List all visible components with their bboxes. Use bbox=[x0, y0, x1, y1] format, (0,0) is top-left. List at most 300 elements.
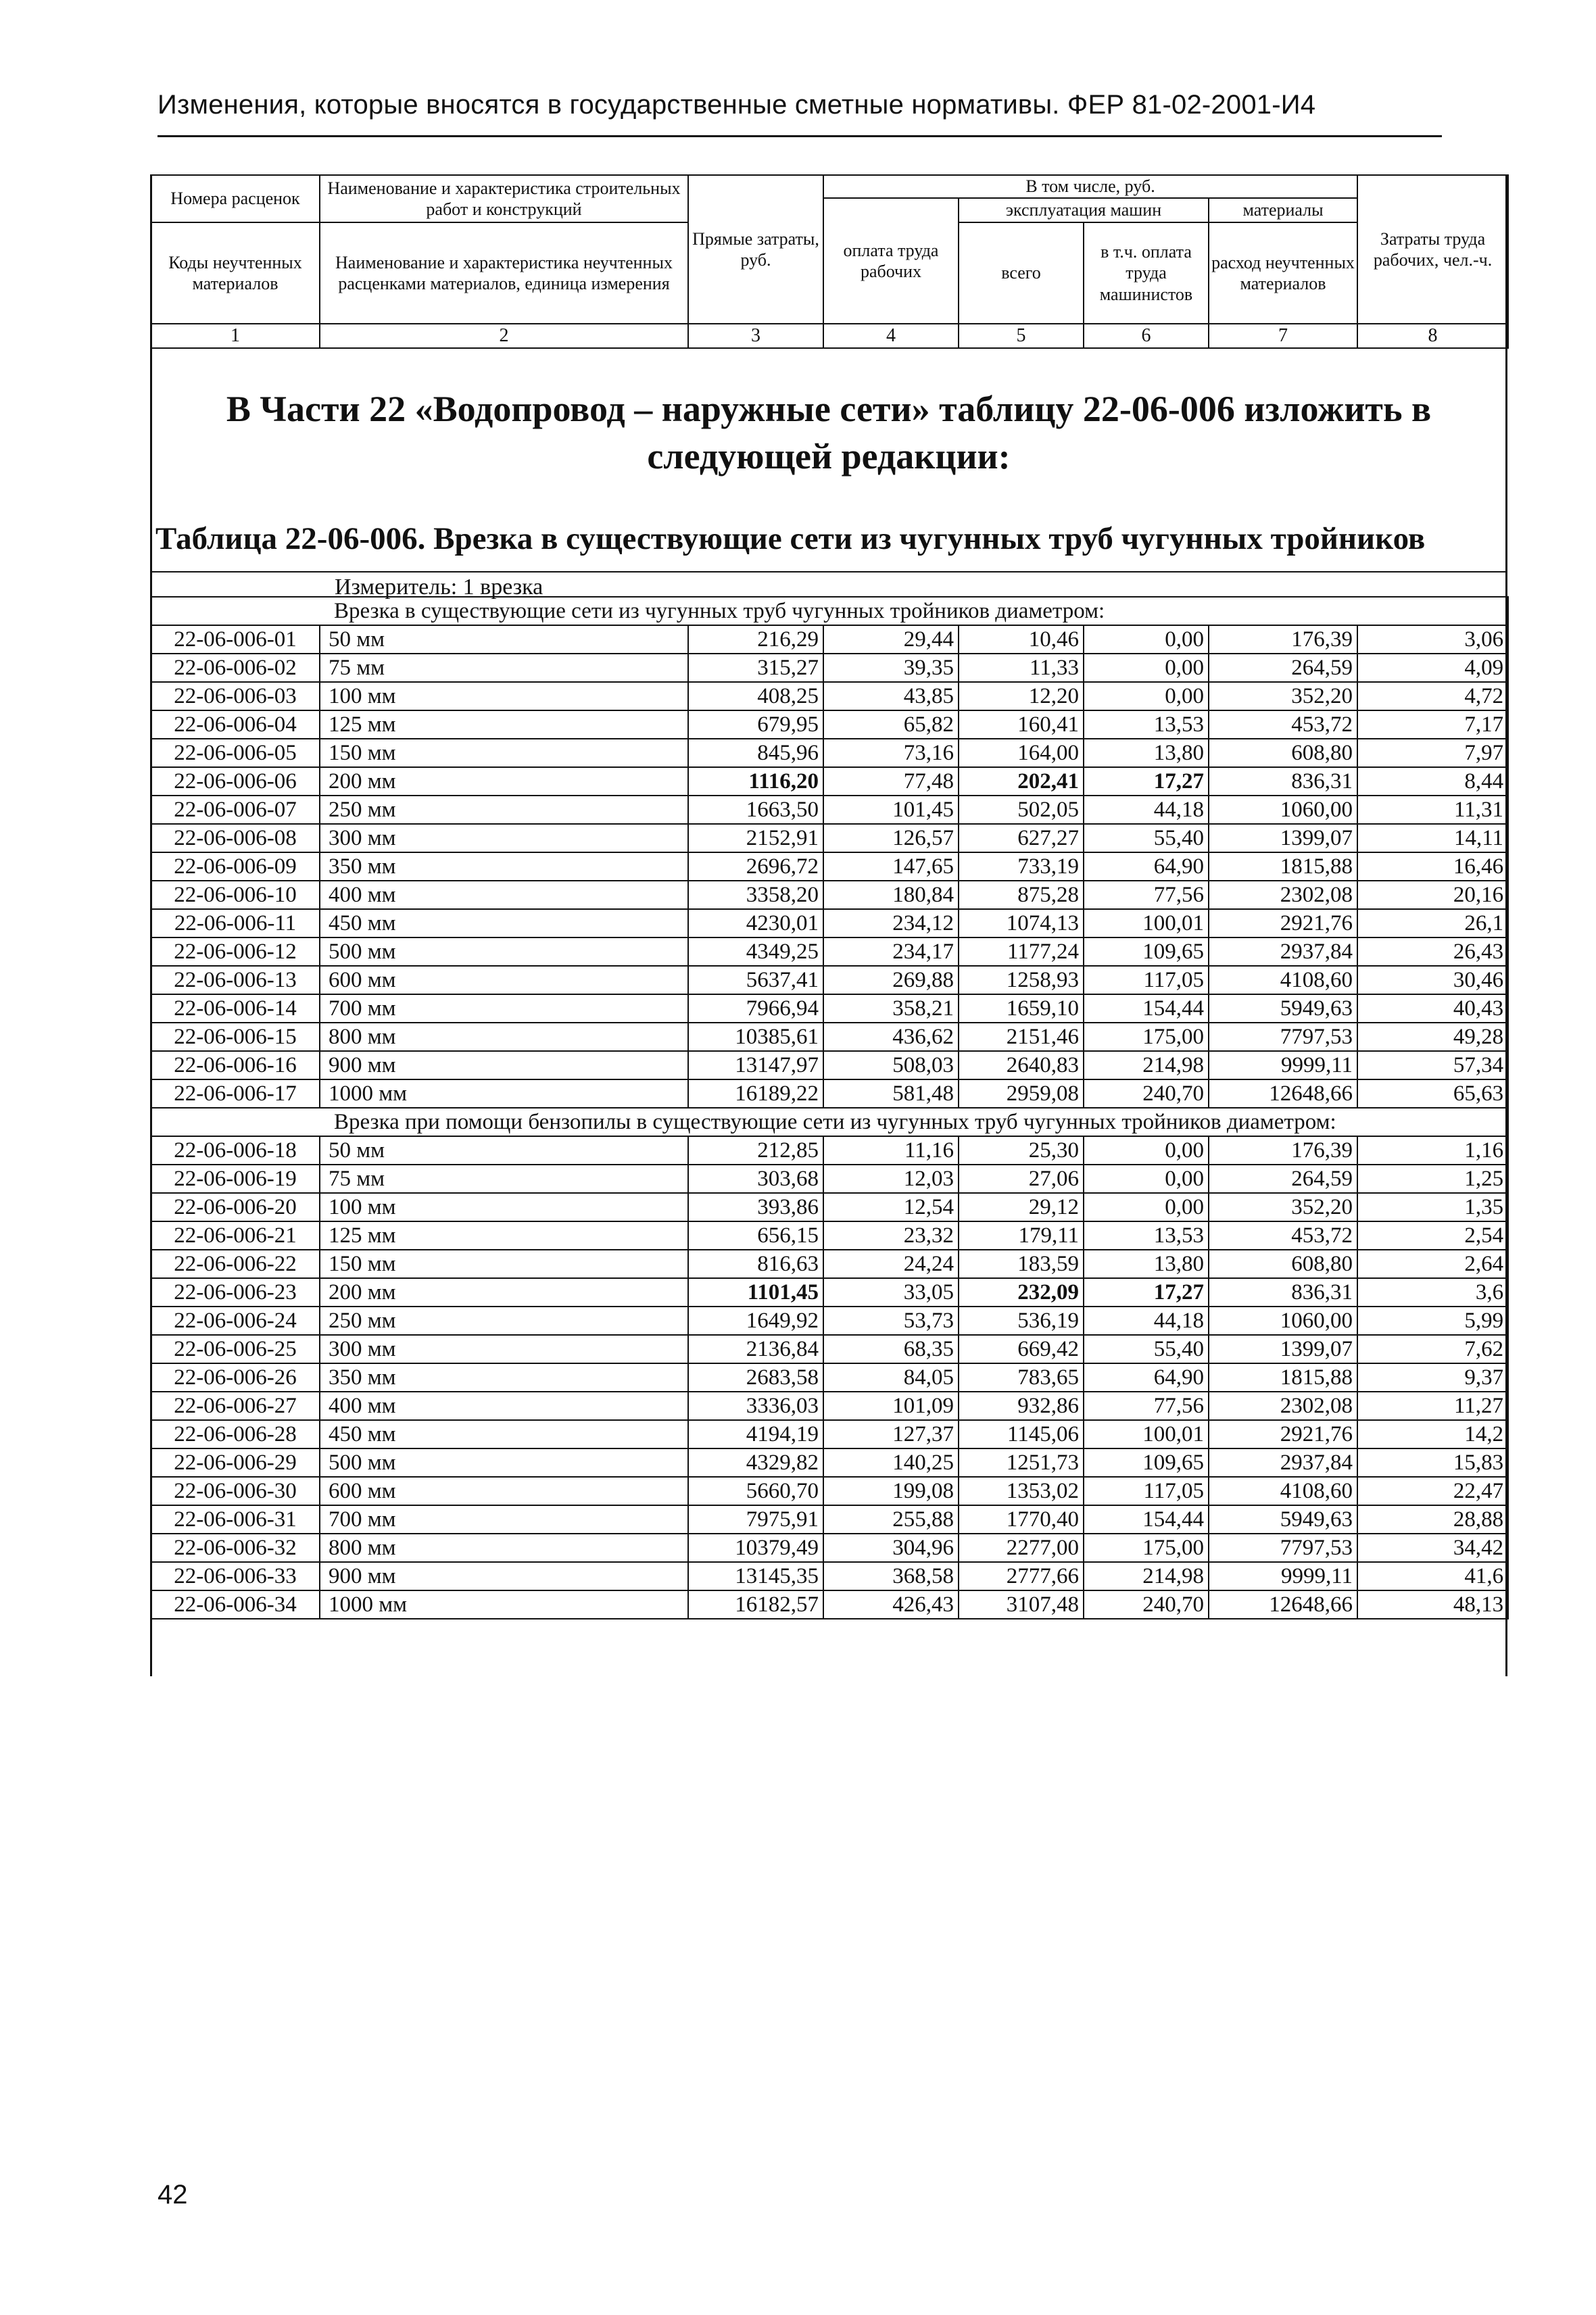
material-consumption: 2302,08 bbox=[1209, 881, 1357, 909]
table-row bbox=[151, 739, 1508, 767]
rate-code: 22-06-006-20 bbox=[151, 1193, 320, 1221]
machines-total: 1258,93 bbox=[959, 966, 1084, 994]
worker-pay: 73,16 bbox=[823, 739, 959, 767]
labor-costs: 41,6 bbox=[1357, 1562, 1508, 1590]
material-consumption: 9999,11 bbox=[1209, 1562, 1357, 1590]
machinist-pay: 0,00 bbox=[1084, 654, 1209, 682]
machines-total: 627,27 bbox=[959, 824, 1084, 852]
labor-costs: 34,42 bbox=[1357, 1534, 1508, 1562]
machines-total: 183,59 bbox=[959, 1250, 1084, 1278]
machines-total: 12,20 bbox=[959, 682, 1084, 710]
worker-pay: 68,35 bbox=[823, 1335, 959, 1363]
rates-table-body bbox=[151, 597, 1508, 1619]
diameter: 100 мм bbox=[320, 682, 688, 710]
machinist-pay: 0,00 bbox=[1084, 1136, 1209, 1165]
labor-costs: 30,46 bbox=[1357, 966, 1508, 994]
machinist-pay: 0,00 bbox=[1084, 682, 1209, 710]
header-materials: материалы bbox=[1209, 198, 1357, 222]
diameter: 700 мм bbox=[320, 1505, 688, 1534]
direct-costs: 16182,57 bbox=[688, 1590, 823, 1619]
header-material-consumption: расход неучтенных материалов bbox=[1209, 222, 1357, 324]
worker-pay: 180,84 bbox=[823, 881, 959, 909]
material-consumption: 7797,53 bbox=[1209, 1023, 1357, 1051]
rate-code: 22-06-006-27 bbox=[151, 1392, 320, 1420]
material-consumption: 12648,66 bbox=[1209, 1590, 1357, 1619]
material-consumption: 4108,60 bbox=[1209, 1477, 1357, 1505]
rate-code: 22-06-006-03 bbox=[151, 682, 320, 710]
diameter: 50 мм bbox=[320, 625, 688, 654]
header-machinist-pay: в т.ч. оплата труда машинистов bbox=[1084, 222, 1209, 324]
table-row bbox=[151, 1477, 1508, 1505]
machinist-pay: 77,56 bbox=[1084, 881, 1209, 909]
group-title-row bbox=[151, 597, 1508, 625]
labor-costs: 11,31 bbox=[1357, 796, 1508, 824]
table-row bbox=[151, 1079, 1508, 1108]
worker-pay: 368,58 bbox=[823, 1562, 959, 1590]
direct-costs: 7975,91 bbox=[688, 1505, 823, 1534]
worker-pay: 234,17 bbox=[823, 937, 959, 966]
labor-costs: 28,88 bbox=[1357, 1505, 1508, 1534]
diameter: 50 мм bbox=[320, 1136, 688, 1165]
direct-costs: 10379,49 bbox=[688, 1534, 823, 1562]
labor-costs: 20,16 bbox=[1357, 881, 1508, 909]
labor-costs: 65,63 bbox=[1357, 1079, 1508, 1108]
table-row bbox=[151, 1250, 1508, 1278]
table-row bbox=[151, 1335, 1508, 1363]
header-machines-total: всего bbox=[959, 222, 1084, 324]
column-number: 5 bbox=[959, 324, 1084, 348]
material-consumption: 264,59 bbox=[1209, 1165, 1357, 1193]
material-consumption: 2921,76 bbox=[1209, 1420, 1357, 1448]
rate-code: 22-06-006-26 bbox=[151, 1363, 320, 1392]
worker-pay: 12,03 bbox=[823, 1165, 959, 1193]
material-consumption: 5949,63 bbox=[1209, 994, 1357, 1023]
material-consumption: 453,72 bbox=[1209, 710, 1357, 739]
direct-costs: 408,25 bbox=[688, 682, 823, 710]
machines-total: 2959,08 bbox=[959, 1079, 1084, 1108]
labor-costs: 26,1 bbox=[1357, 909, 1508, 937]
worker-pay: 12,54 bbox=[823, 1193, 959, 1221]
direct-costs: 3358,20 bbox=[688, 881, 823, 909]
material-consumption: 2937,84 bbox=[1209, 937, 1357, 966]
labor-costs: 14,11 bbox=[1357, 824, 1508, 852]
table-row bbox=[151, 1051, 1508, 1079]
table-row bbox=[151, 654, 1508, 682]
material-consumption: 608,80 bbox=[1209, 1250, 1357, 1278]
worker-pay: 147,65 bbox=[823, 852, 959, 881]
rate-code: 22-06-006-30 bbox=[151, 1477, 320, 1505]
diameter: 250 мм bbox=[320, 796, 688, 824]
rate-code: 22-06-006-04 bbox=[151, 710, 320, 739]
direct-costs: 16189,22 bbox=[688, 1079, 823, 1108]
labor-costs: 57,34 bbox=[1357, 1051, 1508, 1079]
direct-costs: 656,15 bbox=[688, 1221, 823, 1250]
machines-total: 11,33 bbox=[959, 654, 1084, 682]
material-consumption: 9999,11 bbox=[1209, 1051, 1357, 1079]
diameter: 125 мм bbox=[320, 710, 688, 739]
direct-costs: 13147,97 bbox=[688, 1051, 823, 1079]
material-consumption: 5949,63 bbox=[1209, 1505, 1357, 1534]
worker-pay: 127,37 bbox=[823, 1420, 959, 1448]
direct-costs: 4349,25 bbox=[688, 937, 823, 966]
table-row bbox=[151, 796, 1508, 824]
rate-code: 22-06-006-32 bbox=[151, 1534, 320, 1562]
material-consumption: 836,31 bbox=[1209, 1278, 1357, 1307]
rate-code: 22-06-006-10 bbox=[151, 881, 320, 909]
machines-total: 25,30 bbox=[959, 1136, 1084, 1165]
header-codes-bottom: Коды неучтенных материалов bbox=[151, 222, 320, 324]
rate-code: 22-06-006-13 bbox=[151, 966, 320, 994]
machines-total: 1251,73 bbox=[959, 1448, 1084, 1477]
direct-costs: 303,68 bbox=[688, 1165, 823, 1193]
machinist-pay: 0,00 bbox=[1084, 1165, 1209, 1193]
header-including: В том числе, руб. bbox=[823, 175, 1357, 198]
table-row bbox=[151, 682, 1508, 710]
worker-pay: 11,16 bbox=[823, 1136, 959, 1165]
header-rule bbox=[158, 135, 1442, 137]
rates-table bbox=[150, 596, 1509, 1619]
machines-total: 536,19 bbox=[959, 1307, 1084, 1335]
direct-costs: 4194,19 bbox=[688, 1420, 823, 1448]
table-row bbox=[151, 1165, 1508, 1193]
material-consumption: 1060,00 bbox=[1209, 796, 1357, 824]
column-header-table bbox=[150, 174, 1509, 349]
diameter: 600 мм bbox=[320, 1477, 688, 1505]
labor-costs: 8,44 bbox=[1357, 767, 1508, 796]
column-number: 7 bbox=[1209, 324, 1357, 348]
table-row bbox=[151, 1420, 1508, 1448]
machines-total: 932,86 bbox=[959, 1392, 1084, 1420]
direct-costs: 2683,58 bbox=[688, 1363, 823, 1392]
table-row bbox=[151, 881, 1508, 909]
machines-total: 179,11 bbox=[959, 1221, 1084, 1250]
diameter: 1000 мм bbox=[320, 1590, 688, 1619]
material-consumption: 2302,08 bbox=[1209, 1392, 1357, 1420]
diameter: 200 мм bbox=[320, 1278, 688, 1307]
labor-costs: 4,09 bbox=[1357, 654, 1508, 682]
rate-code: 22-06-006-02 bbox=[151, 654, 320, 682]
rate-code: 22-06-006-33 bbox=[151, 1562, 320, 1590]
group-title: Врезка при помощи бензопилы в существующие сети из чугунных труб чугунных тройников диаметром: bbox=[151, 1108, 1508, 1136]
machinist-pay: 55,40 bbox=[1084, 824, 1209, 852]
direct-costs: 4329,82 bbox=[688, 1448, 823, 1477]
worker-pay: 199,08 bbox=[823, 1477, 959, 1505]
table-row bbox=[151, 1221, 1508, 1250]
machinist-pay: 44,18 bbox=[1084, 1307, 1209, 1335]
table-row bbox=[151, 1023, 1508, 1051]
diameter: 900 мм bbox=[320, 1051, 688, 1079]
material-consumption: 608,80 bbox=[1209, 739, 1357, 767]
diameter: 150 мм bbox=[320, 739, 688, 767]
machines-total: 2777,66 bbox=[959, 1562, 1084, 1590]
machines-total: 232,09 bbox=[959, 1278, 1084, 1307]
diameter: 800 мм bbox=[320, 1023, 688, 1051]
worker-pay: 426,43 bbox=[823, 1590, 959, 1619]
machines-total: 2151,46 bbox=[959, 1023, 1084, 1051]
worker-pay: 269,88 bbox=[823, 966, 959, 994]
diameter: 300 мм bbox=[320, 824, 688, 852]
material-consumption: 352,20 bbox=[1209, 1193, 1357, 1221]
machinist-pay: 154,44 bbox=[1084, 994, 1209, 1023]
direct-costs: 212,85 bbox=[688, 1136, 823, 1165]
diameter: 150 мм bbox=[320, 1250, 688, 1278]
rate-code: 22-06-006-08 bbox=[151, 824, 320, 852]
machinist-pay: 100,01 bbox=[1084, 909, 1209, 937]
table-row bbox=[151, 909, 1508, 937]
labor-costs: 5,99 bbox=[1357, 1307, 1508, 1335]
rate-code: 22-06-006-31 bbox=[151, 1505, 320, 1534]
direct-costs: 5637,41 bbox=[688, 966, 823, 994]
machines-total: 3107,48 bbox=[959, 1590, 1084, 1619]
machinist-pay: 64,90 bbox=[1084, 852, 1209, 881]
diameter: 125 мм bbox=[320, 1221, 688, 1250]
worker-pay: 140,25 bbox=[823, 1448, 959, 1477]
labor-costs: 3,6 bbox=[1357, 1278, 1508, 1307]
direct-costs: 1101,45 bbox=[688, 1278, 823, 1307]
direct-costs: 216,29 bbox=[688, 625, 823, 654]
column-number: 1 bbox=[151, 324, 320, 348]
machines-total: 1074,13 bbox=[959, 909, 1084, 937]
labor-costs: 26,43 bbox=[1357, 937, 1508, 966]
worker-pay: 23,32 bbox=[823, 1221, 959, 1250]
labor-costs: 16,46 bbox=[1357, 852, 1508, 881]
header-labor-costs: Затраты труда рабочих, чел.-ч. bbox=[1357, 175, 1508, 324]
labor-costs: 40,43 bbox=[1357, 994, 1508, 1023]
header-name-bottom: Наименование и характеристика неучтенных расценками материалов, единица измерения bbox=[320, 222, 688, 324]
machines-total: 160,41 bbox=[959, 710, 1084, 739]
machinist-pay: 117,05 bbox=[1084, 1477, 1209, 1505]
diameter: 1000 мм bbox=[320, 1079, 688, 1108]
worker-pay: 358,21 bbox=[823, 994, 959, 1023]
material-consumption: 176,39 bbox=[1209, 1136, 1357, 1165]
machines-total: 27,06 bbox=[959, 1165, 1084, 1193]
table-row bbox=[151, 1392, 1508, 1420]
table-row bbox=[151, 1193, 1508, 1221]
direct-costs: 393,86 bbox=[688, 1193, 823, 1221]
worker-pay: 101,45 bbox=[823, 796, 959, 824]
machinist-pay: 77,56 bbox=[1084, 1392, 1209, 1420]
labor-costs: 2,54 bbox=[1357, 1221, 1508, 1250]
running-header: Изменения, которые вносятся в государственные сметные нормативы. ФЕР 81-02-2001-И4 bbox=[158, 90, 1316, 120]
machinist-pay: 13,80 bbox=[1084, 739, 1209, 767]
table-row bbox=[151, 1136, 1508, 1165]
diameter: 75 мм bbox=[320, 1165, 688, 1193]
worker-pay: 84,05 bbox=[823, 1363, 959, 1392]
machinist-pay: 214,98 bbox=[1084, 1051, 1209, 1079]
rate-code: 22-06-006-24 bbox=[151, 1307, 320, 1335]
material-consumption: 264,59 bbox=[1209, 654, 1357, 682]
material-consumption: 4108,60 bbox=[1209, 966, 1357, 994]
material-consumption: 1399,07 bbox=[1209, 1335, 1357, 1363]
machines-total: 2640,83 bbox=[959, 1051, 1084, 1079]
machinist-pay: 13,53 bbox=[1084, 1221, 1209, 1250]
diameter: 400 мм bbox=[320, 881, 688, 909]
table-row bbox=[151, 994, 1508, 1023]
rate-code: 22-06-006-17 bbox=[151, 1079, 320, 1108]
machinist-pay: 13,53 bbox=[1084, 710, 1209, 739]
labor-costs: 3,06 bbox=[1357, 625, 1508, 654]
column-number: 6 bbox=[1084, 324, 1209, 348]
direct-costs: 13145,35 bbox=[688, 1562, 823, 1590]
machines-total: 29,12 bbox=[959, 1193, 1084, 1221]
header-worker-pay: оплата труда рабочих bbox=[823, 198, 959, 324]
worker-pay: 24,24 bbox=[823, 1250, 959, 1278]
diameter: 100 мм bbox=[320, 1193, 688, 1221]
machines-total: 875,28 bbox=[959, 881, 1084, 909]
labor-costs: 49,28 bbox=[1357, 1023, 1508, 1051]
machines-total: 502,05 bbox=[959, 796, 1084, 824]
labor-costs: 9,37 bbox=[1357, 1363, 1508, 1392]
rate-code: 22-06-006-14 bbox=[151, 994, 320, 1023]
worker-pay: 581,48 bbox=[823, 1079, 959, 1108]
table-row bbox=[151, 710, 1508, 739]
labor-costs: 22,47 bbox=[1357, 1477, 1508, 1505]
column-number: 3 bbox=[688, 324, 823, 348]
rate-code: 22-06-006-34 bbox=[151, 1590, 320, 1619]
worker-pay: 126,57 bbox=[823, 824, 959, 852]
amendment-announcement: В Части 22 «Водопровод – наружные сети» таблицу 22-06-006 изложить в следующей редакции: bbox=[226, 389, 1432, 477]
table-row bbox=[151, 625, 1508, 654]
machines-total: 1353,02 bbox=[959, 1477, 1084, 1505]
material-consumption: 453,72 bbox=[1209, 1221, 1357, 1250]
table-row bbox=[151, 1562, 1508, 1590]
measure-unit: Измеритель: 1 врезка bbox=[335, 575, 543, 600]
labor-costs: 11,27 bbox=[1357, 1392, 1508, 1420]
table-row bbox=[151, 1448, 1508, 1477]
group-title: Врезка в существующие сети из чугунных труб чугунных тройников диаметром: bbox=[151, 597, 1508, 625]
labor-costs: 1,16 bbox=[1357, 1136, 1508, 1165]
rate-code: 22-06-006-09 bbox=[151, 852, 320, 881]
rate-code: 22-06-006-06 bbox=[151, 767, 320, 796]
diameter: 900 мм bbox=[320, 1562, 688, 1590]
rate-code: 22-06-006-28 bbox=[151, 1420, 320, 1448]
rate-code: 22-06-006-19 bbox=[151, 1165, 320, 1193]
direct-costs: 1649,92 bbox=[688, 1307, 823, 1335]
labor-costs: 7,17 bbox=[1357, 710, 1508, 739]
machinist-pay: 44,18 bbox=[1084, 796, 1209, 824]
machines-total: 1177,24 bbox=[959, 937, 1084, 966]
labor-costs: 48,13 bbox=[1357, 1590, 1508, 1619]
table-row bbox=[151, 1590, 1508, 1619]
diameter: 250 мм bbox=[320, 1307, 688, 1335]
rate-code: 22-06-006-15 bbox=[151, 1023, 320, 1051]
direct-costs: 1663,50 bbox=[688, 796, 823, 824]
rate-code: 22-06-006-25 bbox=[151, 1335, 320, 1363]
worker-pay: 255,88 bbox=[823, 1505, 959, 1534]
diameter: 200 мм bbox=[320, 767, 688, 796]
direct-costs: 2696,72 bbox=[688, 852, 823, 881]
machines-total: 783,65 bbox=[959, 1363, 1084, 1392]
table-row bbox=[151, 966, 1508, 994]
machines-total: 1659,10 bbox=[959, 994, 1084, 1023]
machines-total: 164,00 bbox=[959, 739, 1084, 767]
diameter: 400 мм bbox=[320, 1392, 688, 1420]
rate-code: 22-06-006-01 bbox=[151, 625, 320, 654]
diameter: 800 мм bbox=[320, 1534, 688, 1562]
machinist-pay: 100,01 bbox=[1084, 1420, 1209, 1448]
diameter: 75 мм bbox=[320, 654, 688, 682]
machines-total: 10,46 bbox=[959, 625, 1084, 654]
direct-costs: 5660,70 bbox=[688, 1477, 823, 1505]
worker-pay: 65,82 bbox=[823, 710, 959, 739]
column-number: 8 bbox=[1357, 324, 1508, 348]
header-name-top: Наименование и характеристика строительных работ и конструкций bbox=[320, 175, 688, 222]
machines-total: 2277,00 bbox=[959, 1534, 1084, 1562]
material-consumption: 1399,07 bbox=[1209, 824, 1357, 852]
direct-costs: 4230,01 bbox=[688, 909, 823, 937]
header-codes-top: Номера расценок bbox=[151, 175, 320, 222]
diameter: 500 мм bbox=[320, 1448, 688, 1477]
machines-total: 733,19 bbox=[959, 852, 1084, 881]
table-row bbox=[151, 1363, 1508, 1392]
column-number: 4 bbox=[823, 324, 959, 348]
direct-costs: 816,63 bbox=[688, 1250, 823, 1278]
machinist-pay: 17,27 bbox=[1084, 767, 1209, 796]
rate-code: 22-06-006-11 bbox=[151, 909, 320, 937]
labor-costs: 7,62 bbox=[1357, 1335, 1508, 1363]
machinist-pay: 0,00 bbox=[1084, 625, 1209, 654]
page-number: 42 bbox=[158, 2180, 188, 2210]
machinist-pay: 64,90 bbox=[1084, 1363, 1209, 1392]
machinist-pay: 13,80 bbox=[1084, 1250, 1209, 1278]
machinist-pay: 240,70 bbox=[1084, 1590, 1209, 1619]
direct-costs: 1116,20 bbox=[688, 767, 823, 796]
column-number-row bbox=[151, 324, 1508, 348]
direct-costs: 2136,84 bbox=[688, 1335, 823, 1363]
table-row bbox=[151, 852, 1508, 881]
diameter: 350 мм bbox=[320, 1363, 688, 1392]
table-row bbox=[151, 1505, 1508, 1534]
material-consumption: 836,31 bbox=[1209, 767, 1357, 796]
machinist-pay: 175,00 bbox=[1084, 1023, 1209, 1051]
machinist-pay: 117,05 bbox=[1084, 966, 1209, 994]
table-title: Таблица 22-06-006. Врезка в существующие сети из чугунных труб чугунных тройников bbox=[155, 521, 1426, 556]
labor-costs: 1,25 bbox=[1357, 1165, 1508, 1193]
rate-code: 22-06-006-16 bbox=[151, 1051, 320, 1079]
material-consumption: 352,20 bbox=[1209, 682, 1357, 710]
machines-total: 1770,40 bbox=[959, 1505, 1084, 1534]
machinist-pay: 175,00 bbox=[1084, 1534, 1209, 1562]
direct-costs: 679,95 bbox=[688, 710, 823, 739]
header-machines: эксплуатация машин bbox=[959, 198, 1209, 222]
table-row bbox=[151, 937, 1508, 966]
machinist-pay: 109,65 bbox=[1084, 937, 1209, 966]
machinist-pay: 240,70 bbox=[1084, 1079, 1209, 1108]
machinist-pay: 214,98 bbox=[1084, 1562, 1209, 1590]
diameter: 450 мм bbox=[320, 1420, 688, 1448]
material-consumption: 2921,76 bbox=[1209, 909, 1357, 937]
direct-costs: 845,96 bbox=[688, 739, 823, 767]
labor-costs: 7,97 bbox=[1357, 739, 1508, 767]
material-consumption: 12648,66 bbox=[1209, 1079, 1357, 1108]
measure-rule bbox=[150, 571, 1507, 572]
machinist-pay: 0,00 bbox=[1084, 1193, 1209, 1221]
column-number: 2 bbox=[320, 324, 688, 348]
table-row bbox=[151, 767, 1508, 796]
labor-costs: 4,72 bbox=[1357, 682, 1508, 710]
worker-pay: 33,05 bbox=[823, 1278, 959, 1307]
machinist-pay: 17,27 bbox=[1084, 1278, 1209, 1307]
direct-costs: 2152,91 bbox=[688, 824, 823, 852]
machines-total: 202,41 bbox=[959, 767, 1084, 796]
material-consumption: 1815,88 bbox=[1209, 1363, 1357, 1392]
rate-code: 22-06-006-29 bbox=[151, 1448, 320, 1477]
rate-code: 22-06-006-05 bbox=[151, 739, 320, 767]
diameter: 500 мм bbox=[320, 937, 688, 966]
machinist-pay: 109,65 bbox=[1084, 1448, 1209, 1477]
table-row bbox=[151, 1307, 1508, 1335]
table-row bbox=[151, 824, 1508, 852]
